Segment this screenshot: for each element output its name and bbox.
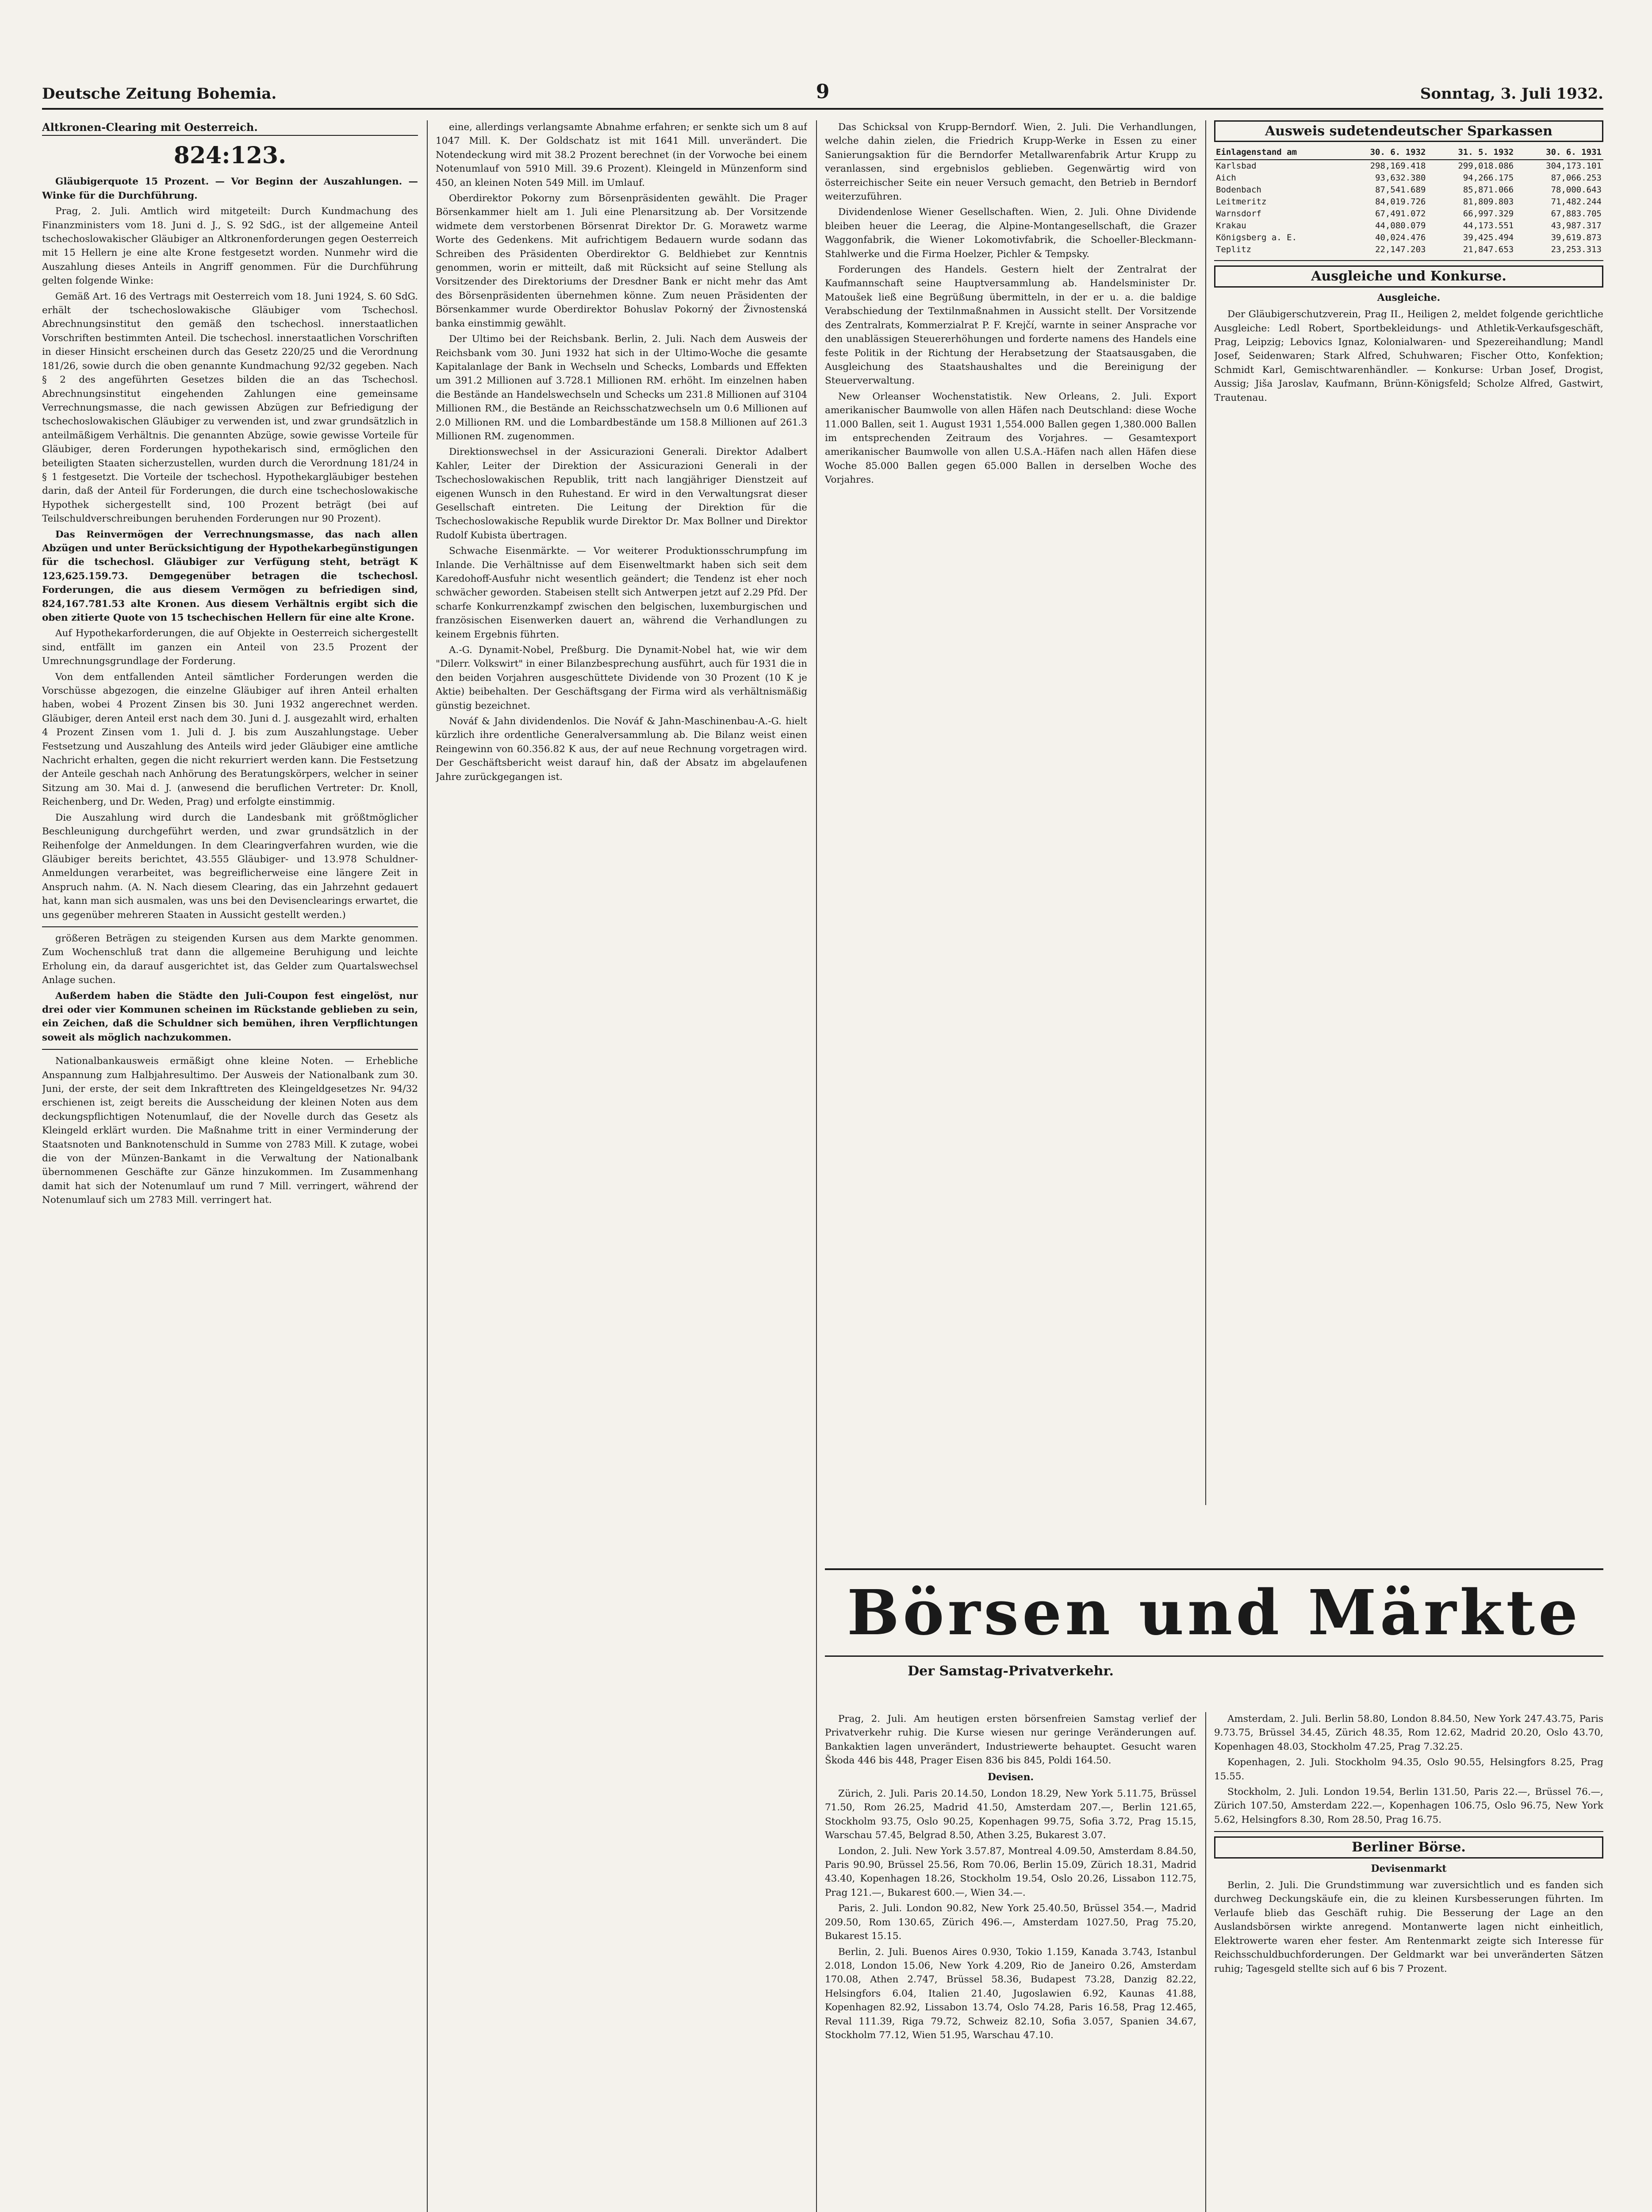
article-paragraph: New Orleanser Wochenstatistik. New Orleans, 2. Juli. Export amerikanischer Baumwolle von allen Häfen nach Deutschland: diese Woche 11.000 Ballen, seit 1. August 1931 1,554.000 Ballen gegen 1,380.000 Ballen im entsprechenden Zeitraum des Vorjahres. — Gesamtexport amerikanischer Baumwolle von allen U.S.A.-Häfen nach allen Häfen diese Woche 85.000 Ballen gegen 65.000 Ballen in derselben Woche des Vorjahres.	[825, 391, 1196, 486]
table-cell: 39,619.873	[1551, 233, 1602, 243]
bankruptcy-subtitle: Ausgleiche.	[1377, 292, 1441, 303]
table-row	[1214, 208, 1603, 220]
article-paragraph: Der Gläubigerschutzverein, Prag II., Heiligen 2, meldet folgende gerichtliche Ausgleiche: Ledl Robert, Sportbekleidungs- und Athletik-Verkaufsgeschäft, Prag, Leipzig; Lebovics Ignaz, Kolonialwaren- und Spezereihandlung; Mandl Josef, Seidenwaren; Stark Alfred, Schuhwaren; Fischer Otto, Konfektion; Schmidt Karl, Gemischtwarenhändler. — Konkurse: Urban Josef, Drogist, Aussig; Jiša Jaroslav, Kaufmann, Brünn-Königsfeld; Scholze Alfred, Gastwirt, Trautenau.	[1214, 309, 1603, 403]
table-row	[1214, 244, 1603, 256]
table-cell: Krakau	[1216, 221, 1246, 231]
article-paragraph: A.-G. Dynamit-Nobel, Preßburg. Die Dynamit-Nobel hat, wie wir dem "Dilerr. Volkswirt" in einer Bilanzbesprechung ausführt, auch für 1931 die in den beiden Vorjahren ausgeschüttete Dividende von 30 Prozent (10 K je Aktie) beibehalten. Der Geschäftsgang der Firma wird als verhältnismäßig günstig bezeichnet.	[436, 645, 807, 711]
article-paragraph: Stockholm, 2. Juli. London 19.54, Berlin 131.50, Paris 22.—, Brüssel 76.—, Zürich 107.50, Amsterdam 222.—, Kopenhagen 106.75, Oslo 96.75, New York 5.62, Helsingfors 8.30, Rom 28.50, Prag 16.75.	[1214, 1786, 1603, 1825]
savings-table	[1214, 146, 1603, 256]
article-paragraph: Gemäß Art. 16 des Vertrags mit Oesterreich vom 18. Juni 1924, S. 60 SdG. erhält der tschechoslowakische Gläubiger vom Tschechosl. Abrechnungsinstitut den gemäß den tschechosl. innerstaatlichen Vorschriften bestimmten Anteil. Die tschechosl. innerstaatlichen Vorschriften in dieser Hinsicht erscheinen durch das Gesetz 220/25 und die Verordnung 181/26, sowie durch die oben genannte Kundmachung 92/32 gegeben. Nach § 2 des angeführten Gesetzes bilden die an das Tschechosl. Abrechnungsinstitut eingehenden Zahlungen eine gemeinsame Verrechnungsmasse, die nach gewissen Abzügen zur Befriedigung der tschechoslowakischen Gläubiger zu verwenden ist, und zwar grundsätzlich in anteilmäßigem Verhältnis. Die genannten Abzüge, sowie gewisse Vorteile für Gläubiger, deren Forderungen hypothekarisch sind, ermöglichen den beteiligten Staaten sicherzustellen, wurden durch die Verordnung 181/24 in § 1 festgesetzt. Die Vorteile der tschechosl. Hypothekargläubiger bestehen darin, daß der Anteil für Forderungen, die durch eine tschechoslowakische Hypothek sichergestellt sind, 100 Prozent beträgt (bei auf Teilschuldverschreibungen beruhenden Forderungen nur 90 Prozent).	[42, 291, 418, 525]
article-paragraph: Von dem entfallenden Anteil sämtlicher Forderungen werden die Vorschüsse abgezogen, die einzelne Gläubiger auf ihren Anteil erhalten haben, wobei 4 Prozent Zinsen bis 30. Juni 1932 angerechnet werden. Gläubiger, deren Anteil erst nach dem 30. Juni d. J. ausgezahlt wird, erhalten 4 Prozent Zinsen vom 1. Juli d. J. bis zum Auszahlungstage. Ueber Festsetzung und Auszahlung des Anteils wird jeder Gläubiger eine amtliche Nachricht erhalten, gegen die nicht rekurriert werden kann. Die Festsetzung der Anteile geschah nach Anhörung des Beratungskörpers, welcher in seiner Sitzung am 30. Mai d. J. (anwesend die beruflichen Vertreter: Dr. Knoll, Reichenberg, und Dr. Weden, Prag) und erfolgte einstimmig.	[42, 671, 418, 808]
column-rule	[1205, 120, 1206, 1505]
page-header	[42, 79, 1603, 110]
article-paragraph: Prag, 2. Juli. Amtlich wird mitgeteilt: Durch Kundmachung des Finanzministers vom 18. Juni d. J., S. 92 SdG., ist der allgemeine Anteil tschechoslowakischer Gläubiger an Altkronenforderungen gegen Oesterreich mit 15 Hellern je eine alte Krone festgesetzt worden. Nunmehr wird die Auszahlung dieses Anteils in Angriff genommen. Für die Durchführung gelten folgende Winke:	[42, 206, 418, 287]
article-paragraph: Amsterdam, 2. Juli. Berlin 58.80, London 8.84.50, New York 247.43.75, Paris 9.73.75, Brüssel 34.45, Zürich 48.35, Rom 12.62, Madrid 20.20, Oslo 43.70, Kopenhagen 48.03, Stockholm 47.25, Prag 7.32.25.	[1214, 1713, 1603, 1752]
table-cell: 43,987.317	[1551, 221, 1602, 231]
article-paragraph: Forderungen des Handels. Gestern hielt der Zentralrat der Kaufmannschaft seine Hauptversammlung ab. Handelsminister Dr. Matoušek ließ eine Begrüßung übermitteln, in der er u. a. die baldige Verabschiedung der Textilnmaßnahmen in Aussicht stellt. Der Vorsitzende des Zentralrats, Kommerzialrat P. F. Krejčí, warnte in seiner Ansprache vor den unablässigen Steuererhöhungen und forderte namens des Handels eine feste Politik in der Richtung der Herabsetzung der Staatsausgaben, die Ausgleichung des Staatshaushaltes und die Bereinigung der Steuerverwaltung.	[825, 264, 1196, 387]
table-row	[1214, 232, 1603, 244]
table-cell: Bodenbach	[1216, 185, 1261, 195]
table-cell: 304,173.101	[1546, 161, 1602, 171]
savings-table-title: Ausweis sudetendeutscher Sparkassen	[1214, 120, 1603, 142]
table-cell: 40,024.476	[1375, 233, 1426, 243]
article-paragraph: Direktionswechsel in der Assicurazioni Generali. Direktor Adalbert Kahler, Leiter der Direktion der Assicurazioni Generali in der Tschechoslowakischen Republik, tritt nach langjähriger Dienstzeit auf eigenen Wunsch in den Ruhestand. Er wird in den Verwaltungsrat dieser Gesellschaft eintreten. Die Leitung der Direktion für die Tschechoslowakische Republik wurde Direktor Dr. Max Bollner und Direktor Rudolf Kubista übertragen.	[436, 446, 807, 541]
section-banner: Börsen und Märkte	[825, 1568, 1603, 1657]
table-cell: 44,173.551	[1463, 221, 1514, 231]
section-subtitle: Der Samstag-Privatverkehr.	[908, 1663, 1114, 1679]
table-header: 31. 5. 1932	[1427, 146, 1515, 160]
article-paragraph: Außerdem haben die Städte den Juli-Coupon fest eingelöst, nur drei oder vier Kommunen scheinen im Rückstande geblieben zu sein, ein Zeichen, daß die Schuldner sich bemühen, ihren Verpflichtungen soweit als möglich nachzukommen.	[42, 990, 418, 1043]
table-row	[1214, 220, 1603, 232]
column-4	[1214, 120, 1603, 1558]
table-cell: 298,169.418	[1370, 161, 1426, 171]
devisen-heading: Devisen.	[987, 1771, 1034, 1783]
table-cell: Aich	[1216, 173, 1236, 183]
table-cell: 81,809.803	[1463, 197, 1514, 207]
market-title: Berliner Börse.	[1214, 1836, 1603, 1858]
column-3-lower	[825, 1712, 1196, 2212]
column-1	[42, 120, 418, 2212]
table-cell: 23,253.313	[1551, 245, 1602, 255]
article-paragraph: Nationalbankausweis ermäßigt ohne kleine Noten. — Erhebliche Anspannung zum Halbjahresultimo. Der Ausweis der Nationalbank zum 30. Juni, der erste, der seit dem Inkrafttreten des Kleingeldgesetzes Nr. 94/32 erschienen ist, zeigt bereits die Ausscheidung der kleinen Noten aus dem deckungspflichtigen Notenumlauf, die der Novelle durch das Gesetz als Kleingeld erklärt wurden. Die Maßnahme tritt in einer Verminderung der Staatsnoten und Banknotenschuld in Summe von 2783 Mill. K zutage, wobei die von der Münzen-Bankamt in die Verwaltung der Nationalbank übernommenen Geschäfte zur Gänze hinzukommen. Im Zusammenhang damit hat sich der Notenumlauf um rund 7 Mill. verringert, während der Notenumlauf sich um 2783 Mill. verringert hat.	[42, 1056, 418, 1206]
table-cell: 84,019.726	[1375, 197, 1426, 207]
table-cell: 85,871.066	[1463, 185, 1514, 195]
article-paragraph: eine, allerdings verlangsamte Abnahme erfahren; er senkte sich um 8 auf 1047 Mill. K. Der Goldschatz ist mit 1641 Mill. unverändert. Die Notendeckung wird mit 38.2 Prozent berechnet (in der Vorwoche bei einem Notenumlauf von 5910 Mill. 39.6 Prozent). Kleingeld in Münzenform sind 450, an kleinen Noten 549 Mill. im Umlauf.	[436, 122, 807, 188]
article-paragraph: Schwache Eisenmärkte. — Vor weiterer Produktionsschrumpfung im Inlande. Die Verhältnisse auf dem Eisenweltmarkt haben sich seit dem Karedohoff-Ausfuhr nicht wesentlich geändert; die Tendenz ist eher noch schwächer geworden. Stabeisen stellt sich Antwerpen jetzt auf 2.29 Pfd. Der scharfe Konkurrenzkampf zwischen den belgischen, luxemburgischen und französischen Eisenwerken dauert an, während die Verhandlungen zu keinem Ergebnis führten.	[436, 545, 807, 640]
column-rule	[1205, 1712, 1206, 2212]
table-row	[1214, 196, 1603, 208]
table-row	[1214, 172, 1603, 184]
article-paragraph: Zürich, 2. Juli. Paris 20.14.50, London 18.29, New York 5.11.75, Brüssel 71.50, Rom 26.25, Madrid 41.50, Amsterdam 207.—, Berlin 121.65, Stockholm 93.75, Oslo 90.25, Kopenhagen 99.75, Sofia 3.72, Prag 15.15, Warschau 57.45, Belgrad 8.50, Athen 3.25, Bukarest 3.07.	[825, 1788, 1196, 1841]
table-cell: 39,425.494	[1463, 233, 1514, 243]
column-3	[825, 120, 1196, 1558]
table-header: Einlagenstand am	[1214, 146, 1340, 160]
table-cell: Warnsdorf	[1216, 209, 1261, 219]
table-cell: 299,018.086	[1458, 161, 1514, 171]
table-cell: 93,632.380	[1375, 173, 1426, 183]
article-paragraph: Das Schicksal von Krupp-Berndorf. Wien, 2. Juli. Die Verhandlungen, welche dahin zielen, die Friedrich Krupp-Werke in Essen zu einer Sanierungsaktion für die Berndorfer Metallwarenfabrik Artur Krupp zu veranlassen, sind ergebnislos geblieben. Gegenwärtig wird von österreichischer Seite ein neuer Versuch gemacht, den Betrieb in Berndorf weiterzuführen.	[825, 122, 1196, 203]
table-cell: Königsberg a. E.	[1216, 233, 1297, 243]
article-paragraph: Oberdirektor Pokorny zum Börsenpräsidenten gewählt. Die Prager Börsenkammer hielt am 1. Juli eine Plenarsitzung ab. Der Vorsitzende widmete dem verstorbenen Börsenrat Direktor Dr. G. Morawetz warme Worte des Gedenkens. Mit aufrichtigem Bedauern wurde sodann das Schreiben des Präsidenten Oberdirektor G. Beldhiebet zur Kenntnis genommen, worin er mitteilt, daß mit Rücksicht auf seine Stellung als Vorsitzender des Direktoriums der Dresdner Bank er nicht mehr das Amt des Börsenpräsidenten übernehmen könne. Zum neuen Präsidenten der Börsenkammer wurde Oberdirektor Bohuslav Pokorný der Živnostenská banka einstimmig gewählt.	[436, 193, 807, 329]
article-paragraph: Dividendenlose Wiener Gesellschaften. Wien, 2. Juli. Ohne Dividende bleiben heuer die Leerag, die Alpine-Montangesellschaft, die Grazer Waggonfabrik, die Wiener Lokomotivfabrik, die Schoeller-Bleckmann-Stahlwerke und die Firma Hoelzer, Pichler & Tempsky.	[825, 207, 1196, 260]
article-paragraph: Die Auszahlung wird durch die Landesbank mit größtmöglicher Beschleunigung durchgeführt werden, und zwar grundsätzlich in der Reihenfolge der Anmeldungen. In dem Clearingverfahren wurden, wie die Gläubiger bereits berichtet, 43.555 Gläubiger- und 13.978 Schuldner-Anmeldungen verarbeitet, was begreiflicherweise eine längere Zeit in Anspruch nahm. (A. N. Nach diesem Clearing, das ein Jahrzehnt gedauert hat, kann man sich ausmalen, was uns bei den Devisenclearings erwartet, die uns gegenüber mehreren Staaten in Aussicht gestellt werden.)	[42, 812, 418, 921]
table-cell: 67,883.705	[1551, 209, 1602, 219]
page-number: 9	[816, 81, 830, 103]
table-cell: Teplitz	[1216, 245, 1252, 255]
column-rule	[816, 120, 817, 2212]
table-header: 30. 6. 1932	[1340, 146, 1428, 160]
bankruptcy-title: Ausgleiche und Konkurse.	[1214, 265, 1603, 287]
table-cell: 78,000.643	[1551, 185, 1602, 195]
clearing-ratio: 824:123.	[173, 142, 287, 169]
column-rule	[427, 120, 428, 2212]
article-heading: Altkronen-Clearing mit Oesterreich.	[42, 120, 418, 136]
table-cell: 21,847.653	[1463, 245, 1514, 255]
article-paragraph: Nováf & Jahn dividendenlos. Die Nováf & Jahn-Maschinenbau-A.-G. hielt kürzlich ihre ordentliche Generalversammlung ab. Die Bilanz weist einen Reingewinn von 60.356.82 K aus, der auf neue Rechnung vorgetragen wird. Der Geschäftsbericht weist darauf hin, daß der Absatz im abgelaufenen Jahre zurückgegangen ist.	[436, 716, 807, 783]
article-paragraph: Das Reinvermögen der Verrechnungsmasse, das nach allen Abzügen und unter Berücksichtigung der Hypothekarbegünstigungen für die tschechosl. Gläubiger zur Verfügung steht, beträgt K 123,625.159.73. Demgegenüber betragen die tschechosl. Forderungen, die aus diesem Vermögen zu befriedigen sind, 824,167.781.53 alte Kronen. Aus diesem Verhältnis ergibt sich die oben zitierte Quote von 15 tschechischen Hellern für eine alte Krone.	[42, 529, 418, 623]
column-2	[436, 120, 807, 2212]
column-4-lower	[1214, 1712, 1603, 2212]
article-paragraph: Auf Hypothekarforderungen, die auf Objekte in Oesterreich sichergestellt sind, entfällt im ganzen ein Anteil von 23.5 Prozent der Umrechnungsgrundlage der Forderung.	[42, 628, 418, 667]
article-paragraph: größeren Beträgen zu steigenden Kursen aus dem Markte genommen. Zum Wochenschluß trat dann die allgemeine Beruhigung und leichte Erholung ein, da darauf ausgerichtet ist, das Gelder zum Quartalswechsel Anlage suchen.	[42, 933, 418, 986]
article-paragraph: Paris, 2. Juli. London 90.82, New York 25.40.50, Brüssel 354.—, Madrid 209.50, Rom 130.65, Zürich 496.—, Amsterdam 1027.50, Prag 75.20, Bukarest 15.15.	[825, 1903, 1196, 1942]
masthead-title: Deutsche Zeitung Bohemia.	[42, 85, 277, 103]
article-paragraph: Kopenhagen, 2. Juli. Stockholm 94.35, Oslo 90.55, Helsingfors 8.25, Prag 15.55.	[1214, 1757, 1603, 1782]
divider	[1214, 260, 1603, 261]
table-cell: 22,147.203	[1375, 245, 1426, 255]
issue-date: Sonntag, 3. Juli 1932.	[1420, 85, 1603, 103]
table-header: 30. 6. 1931	[1515, 146, 1603, 160]
table-row	[1214, 160, 1603, 172]
divider	[42, 926, 418, 927]
article-paragraph: Prag, 2. Juli. Am heutigen ersten börsenfreien Samstag verlief der Privatverkehr ruhig. Die Kurse wiesen nur geringe Veränderungen auf. Bankaktien lagen unverändert, Industriewerte behauptet. Gesucht waren Škoda 446 bis 448, Prager Eisen 836 bis 845, Poldi 164.50.	[825, 1713, 1196, 1767]
article-paragraph: Berlin, 2. Juli. Die Grundstimmung war zuversichtlich und es fanden sich durchweg Deckungskäufe ein, die zu kleinen Kursbesserungen führten. Im Verlaufe blieb das Geschäft ruhig. Die Besserung der Lage an den Auslandsbörsen wirkte anregend. Montanwerte lagen nicht einheitlich, Elektrowerte waren eher fester. Am Rentenmarkt zeigte sich Interesse für Reichsschuldbuchforderungen. Der Geldmarkt war bei unveränderten Sätzen ruhig; Tagesgeld stellte sich auf 6 bis 7 Prozent.	[1214, 1880, 1603, 1974]
table-cell: 87,066.253	[1551, 173, 1602, 183]
table-cell: Leitmeritz	[1216, 197, 1267, 207]
table-cell: 44,080.079	[1375, 221, 1426, 231]
market-subtitle: Devisenmarkt	[1371, 1863, 1447, 1874]
article-paragraph: Der Ultimo bei der Reichsbank. Berlin, 2. Juli. Nach dem Ausweis der Reichsbank vom 30. Juni 1932 hat sich in der Ultimo-Woche die gesamte Kapitalanlage der Bank in Wechseln und Schecks, Lombards und Effekten um 391.2 Millionen auf 3.728.1 Millionen RM. erhöht. Im einzelnen haben die Bestände an Handelswechseln und Schecks um 231.8 Millionen auf 3104 Millionen RM., die Bestände an Reichsschatzwechseln um 0.6 Millionen auf 2.0 Millionen RM. und die Lombardbestände um 158.8 Millionen auf 261.3 Millionen RM. zugenommen.	[436, 334, 807, 442]
table-cell: 67,491.072	[1375, 209, 1426, 219]
table-cell: Karlsbad	[1216, 161, 1257, 171]
table-cell: 66,997.329	[1463, 209, 1514, 219]
divider	[1214, 1831, 1603, 1832]
divider	[42, 1049, 418, 1050]
table-cell: 94,266.175	[1463, 173, 1514, 183]
table-cell: 71,482.244	[1551, 197, 1602, 207]
article-lead: Gläubigerquote 15 Prozent. — Vor Beginn der Auszahlungen. — Winke für die Durchführung.	[42, 176, 418, 201]
article-paragraph: London, 2. Juli. New York 3.57.87, Montreal 4.09.50, Amsterdam 8.84.50, Paris 90.90, Brüssel 25.56, Rom 70.06, Berlin 15.09, Zürich 18.31, Madrid 43.40, Kopenhagen 18.26, Stockholm 19.54, Oslo 20.26, Lissabon 112.75, Prag 121.—, Bukarest 600.—, Wien 34.—.	[825, 1845, 1196, 1898]
article-paragraph: Berlin, 2. Juli. Buenos Aires 0.930, Tokio 1.159, Kanada 3.743, Istanbul 2.018, London 15.06, New York 4.209, Rio de Janeiro 0.26, Amsterdam 170.08, Athen 2.747, Brüssel 58.36, Budapest 73.28, Danzig 82.22, Helsingfors 6.04, Italien 21.40, Jugoslawien 6.92, Kaunas 41.88, Kopenhagen 82.92, Lissabon 13.74, Oslo 74.28, Paris 16.58, Prag 12.465, Reval 111.39, Riga 79.72, Schweiz 82.10, Sofia 3.057, Spanien 34.67, Stockholm 77.12, Wien 51.95, Warschau 47.10.	[825, 1946, 1196, 2041]
table-cell: 87,541.689	[1375, 185, 1426, 195]
table-row	[1214, 184, 1603, 196]
